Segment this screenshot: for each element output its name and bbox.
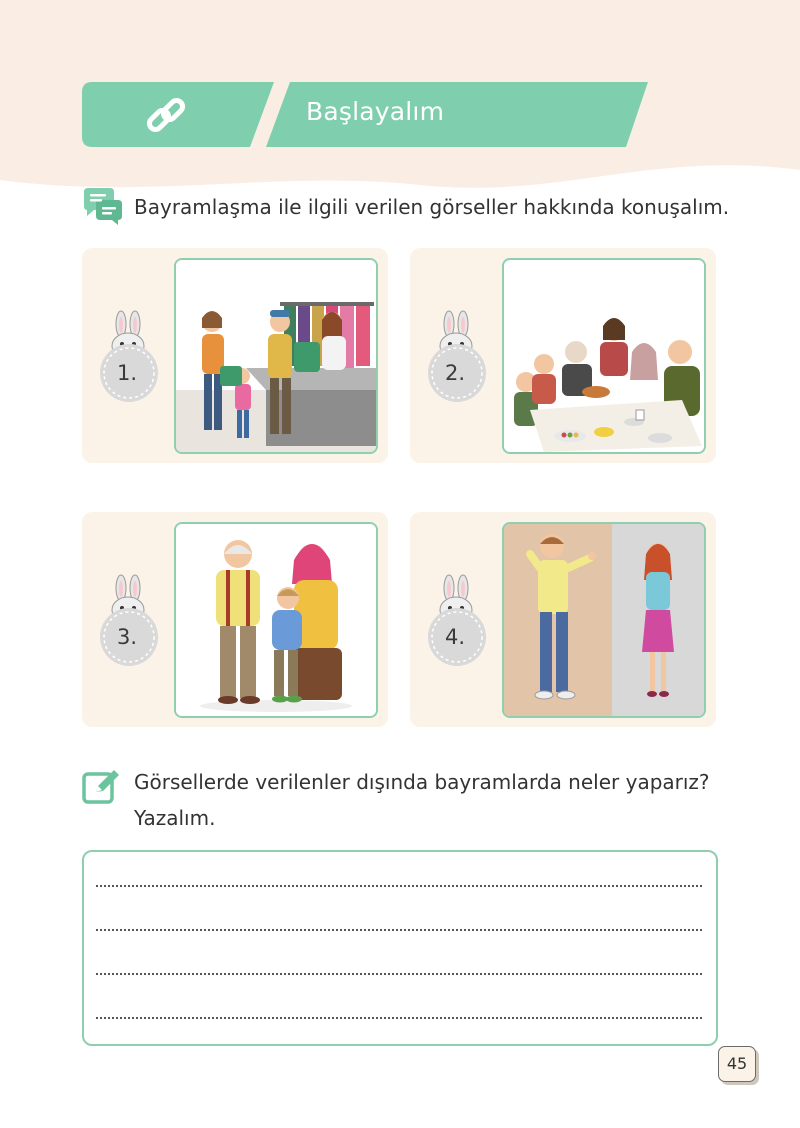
section-banner	[0, 0, 800, 160]
picture-card-3	[82, 512, 388, 727]
picture-card-4	[410, 512, 716, 727]
answer-box[interactable]	[82, 850, 718, 1046]
pencil-square-icon	[82, 766, 122, 806]
card-number: 2.	[444, 361, 466, 385]
answer-line[interactable]	[96, 885, 702, 887]
instruction-row	[82, 188, 762, 228]
section-title: Başlayalım	[306, 97, 445, 126]
photo-grandparents-hug	[174, 522, 378, 718]
page-number: 45	[718, 1046, 756, 1082]
writing-task	[82, 764, 742, 834]
answer-line[interactable]	[96, 1017, 702, 1019]
card-number: 1.	[116, 361, 138, 385]
photo-phone-call	[502, 522, 706, 718]
card-number: 4.	[444, 625, 466, 649]
writing-task-text: Görsellerde verilenler dışında bayramlarda neler yaparız? Yazalım.	[134, 770, 710, 830]
answer-line[interactable]	[96, 973, 702, 975]
answer-line[interactable]	[96, 929, 702, 931]
instruction-text: Bayramlaşma ile ilgili verilen görseller hakkında konuşalım.	[134, 195, 730, 219]
picture-card-2	[410, 248, 716, 463]
card-number: 3.	[116, 625, 138, 649]
link-icon	[144, 94, 188, 138]
photo-family-shopping	[174, 258, 378, 454]
photo-family-dinner	[502, 258, 706, 454]
picture-card-1	[82, 248, 388, 463]
speech-bubbles-icon	[82, 188, 124, 226]
